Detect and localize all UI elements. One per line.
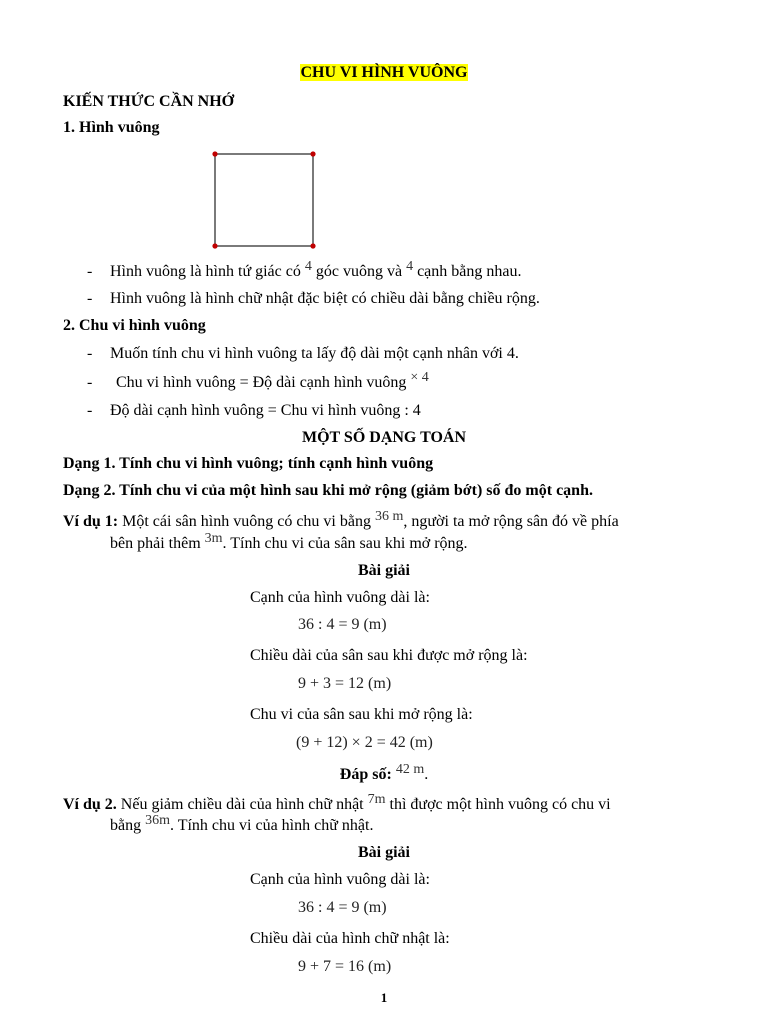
bullet-perimeter-rule: Muốn tính chu vi hình vuông ta lấy độ dài một cạnh nhân với 4. (110, 345, 519, 362)
example1-line2: bên phải thêm 3m. Tính chu vi của sân sau khi mở rộng. (110, 531, 468, 552)
example1-step1-formula: 36 : 4 = 9 (m) (298, 616, 387, 633)
example1-line1: Ví dụ 1: Một cái sân hình vuông có chu vi bằng 36 m, người ta mở rộng sân đó về phía (63, 509, 619, 530)
example2-step2-formula: 9 + 7 = 16 (m) (298, 958, 392, 975)
bullet-side-formula: Độ dài cạnh hình vuông = Chu vi hình vuông : 4 (110, 402, 421, 419)
vertex-point (212, 243, 217, 248)
example2-line2: bằng 36m. Tính chu vi của hình chữ nhật. (110, 813, 374, 834)
bullet-dash: - (87, 402, 93, 419)
example1-step3-formula: (9 + 12) × 2 = 42 (m) (296, 734, 433, 751)
vertex-point (212, 151, 217, 156)
part2-heading: 2. Chu vi hình vuông (63, 317, 206, 334)
bullet-dash: - (87, 263, 93, 280)
bullet-dash: - (87, 345, 93, 362)
example1-answer: Đáp số: 42 m. (339, 762, 429, 783)
part1-heading: 1. Hình vuông (63, 119, 160, 136)
bullet-perimeter-formula: Chu vi hình vuông = Độ dài cạnh hình vuông × 4 (116, 370, 429, 391)
type1-heading: Dạng 1. Tính chu vi hình vuông; tính cạnh hình vuông (63, 455, 434, 472)
page-title: CHU VI HÌNH VUÔNG (300, 64, 468, 81)
bullet-dash: - (87, 290, 93, 307)
bullet-dash: - (87, 374, 93, 391)
example2-step1-formula: 36 : 4 = 9 (m) (298, 899, 387, 916)
vertex-point (310, 151, 315, 156)
section-heading-knowledge: KIẾN THỨC CẦN NHỚ (63, 93, 235, 110)
page-number: 1 (380, 990, 388, 1005)
example1-step1-text: Cạnh của hình vuông dài là: (250, 589, 430, 606)
section-heading-types: MỘT SỐ DẠNG TOÁN (301, 429, 467, 446)
square-outline (215, 154, 313, 246)
example2-line1: Ví dụ 2. Nếu giảm chiều dài của hình chữ nhật 7m thì được một hình vuông có chu vi (63, 792, 611, 813)
example1-solution-heading: Bài giải (357, 562, 410, 579)
example2-step1-text: Cạnh của hình vuông dài là: (250, 871, 430, 888)
bullet-square-definition: Hình vuông là hình tứ giác có 4 góc vuông và 4 cạnh bằng nhau. (110, 259, 522, 280)
square-figure (208, 148, 320, 252)
example1-step2-text: Chiều dài của sân sau khi được mở rộng là: (250, 647, 528, 664)
bullet-square-special: Hình vuông là hình chữ nhật đặc biệt có chiều dài bằng chiều rộng. (110, 290, 540, 307)
example2-step2-text: Chiều dài của hình chữ nhật là: (250, 930, 450, 947)
vertex-point (310, 243, 315, 248)
example2-solution-heading: Bài giải (357, 844, 410, 861)
example1-step3-text: Chu vi của sân sau khi mở rộng là: (250, 706, 473, 723)
example1-step2-formula: 9 + 3 = 12 (m) (298, 675, 392, 692)
type2-heading: Dạng 2. Tính chu vi của một hình sau khi mở rộng (giảm bớt) số đo một cạnh. (63, 482, 593, 499)
